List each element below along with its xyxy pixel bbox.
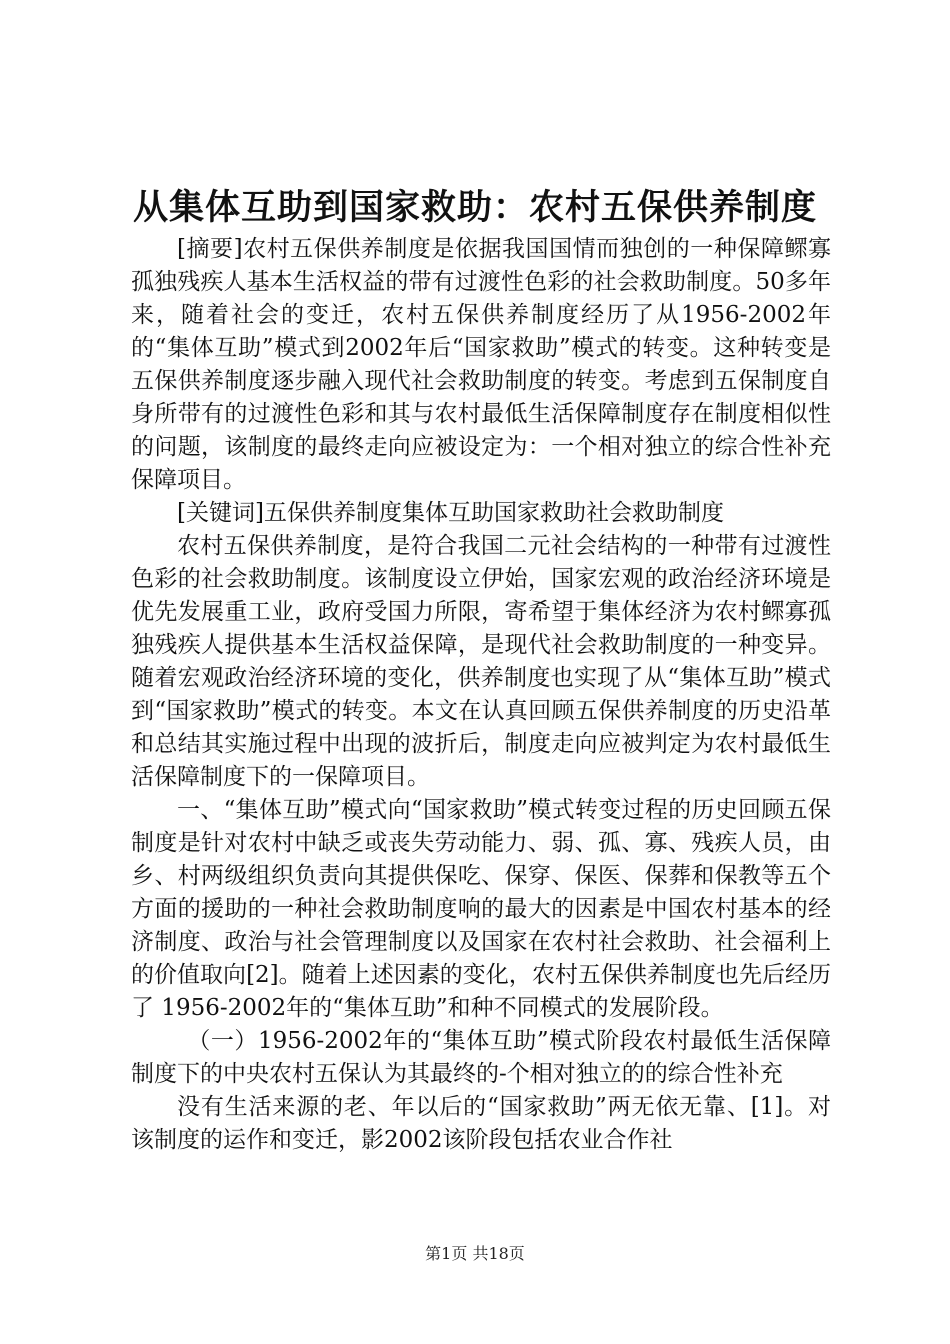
document-title: 从集体互助到国家救助：农村五保供养制度 bbox=[132, 187, 817, 228]
document-body bbox=[131, 233, 831, 1157]
subsection-one-paragraph: （一）1956-2002年的“集体互助”模式阶段农村最低生活保障制度下的中央农村五保认为其最终的-个相对独立的的综合性补充 bbox=[131, 1028, 831, 1087]
intro-paragraph: 农村五保供养制度，是符合我国二元社会结构的一种带有过渡性色彩的社会救助制度。该制度设立伊始，国家宏观的政治经济环境是优先发展重工业，政府受国力所限，寄希望于集体经济为农村鳏寡孤独残疾人提供基本生活权益保障，是现代社会救助制度的一种变异。随着宏观政治经济环境的变化，供养制度也实现了从“集体互助”模式到“国家救助”模式的转变。本文在认真回顾五保供养制度的历史沿革和总结其实施过程中出现的波折后，制度走向应被判定为农村最低生活保障制度下的一保障项目。 bbox=[131, 533, 831, 790]
abstract-paragraph: [摘要]农村五保供养制度是依据我国国情而独创的一种保障鳏寡孤独残疾人基本生活权益的带有过渡性色彩的社会救助制度。50多年来，随着社会的变迁，农村五保供养制度经历了从1956-2002年的“集体互助”模式到2002年后“国家救助”模式的转变。这种转变是五保供养制度逐步融入现代社会救助制度的转变。考虑到五保制度自身所带有的过渡性色彩和其与农村最低生活保障制度存在制度相似性的问题，该制度的最终走向应被设定为：一个相对独立的综合性补充保障项目。 bbox=[131, 236, 831, 493]
body-paragraph: 没有生活来源的老、年以后的“国家救助”两无依无靠、[1]。对该制度的运作和变迁，影2002该阶段包括农业合作社 bbox=[131, 1094, 831, 1153]
section-one-paragraph: 一、“集体互助”模式向“国家救助”模式转变过程的历史回顾五保制度是针对农村中缺乏或丧失劳动能力、弱、孤、寡、残疾人员，由乡、村两级组织负责向其提供保吃、保穿、保医、保葬和保教等五个方面的援助的一种社会救助制度响的最大的因素是中国农村基本的经济制度、政治与社会管理制度以及国家在农村社会救助、社会福利上的价值取向[2]。随着上述因素的变化，农村五保供养制度也先后经历了 1956-2002年的“集体互助”和种不同模式的发展阶段。 bbox=[131, 797, 831, 1021]
keywords-paragraph: [关键词]五保供养制度集体互助国家救助社会救助制度 bbox=[177, 500, 724, 526]
page-footer: 第1页 共18页 bbox=[425, 1244, 525, 1263]
